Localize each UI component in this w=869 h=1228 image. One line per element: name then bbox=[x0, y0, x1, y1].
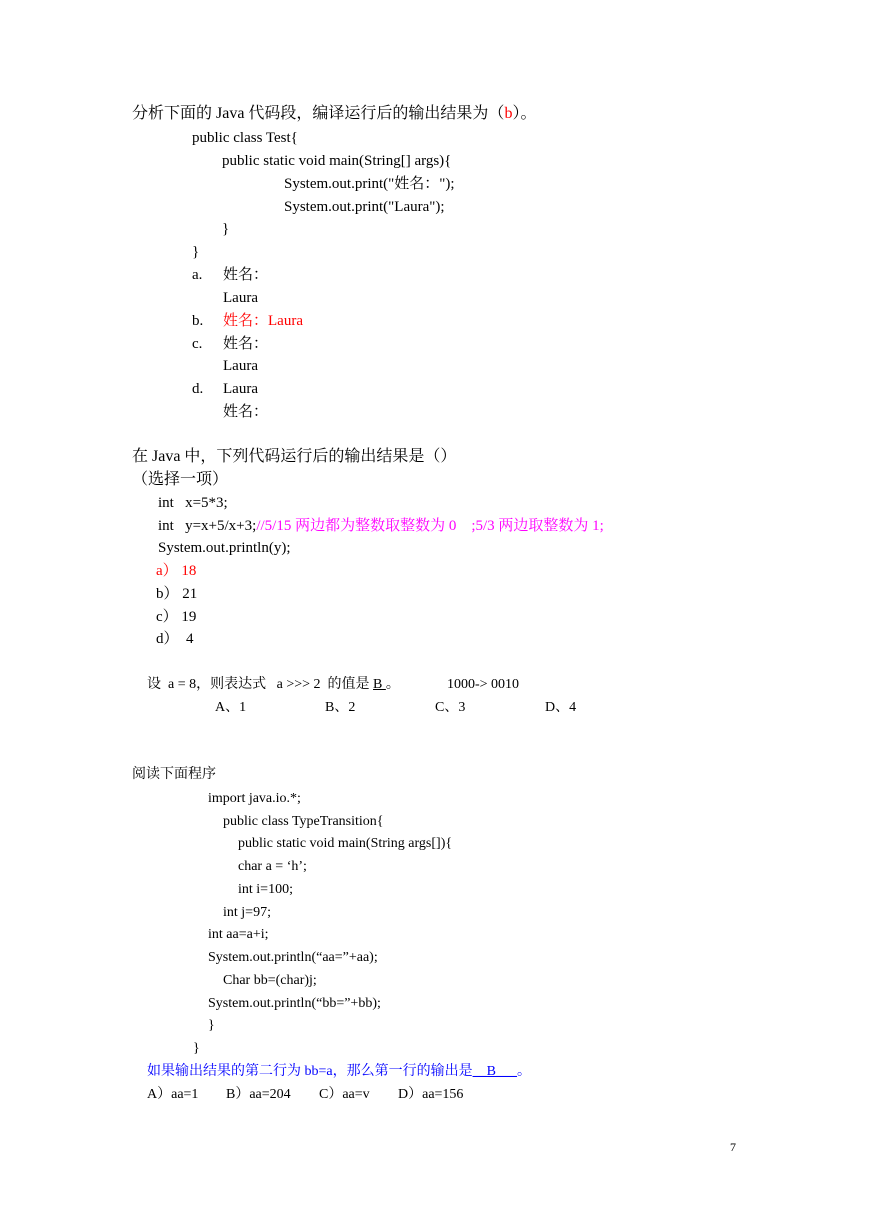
q1-option-letter: a. bbox=[192, 267, 203, 283]
q1-option-line: 姓名： bbox=[223, 404, 269, 420]
q1-option-line-correct: 姓名：Laura bbox=[223, 313, 303, 329]
q4-answer: __B___ bbox=[472, 1064, 517, 1079]
q1-code-line: } bbox=[222, 221, 230, 237]
q1-option-line: 姓名： bbox=[223, 267, 269, 283]
q4-code-line: import java.io.*; bbox=[208, 791, 301, 806]
q1-code-line: System.out.print("姓名："); bbox=[284, 176, 455, 192]
q3-answer: B bbox=[373, 677, 386, 692]
q2-stem: 在 Java 中，下列代码运行后的输出结果是（） bbox=[132, 448, 457, 465]
q4-option: A）aa=1 bbox=[147, 1087, 199, 1102]
q1-answer: b bbox=[504, 105, 513, 122]
q3-stem-text: 设 a = 8，则表达式 a >>> 2 的值是 bbox=[147, 677, 374, 692]
q2-option-value: 21 bbox=[182, 586, 198, 602]
q1-code-line: public static void main(String[] args){ bbox=[222, 153, 452, 169]
q3-option: D、4 bbox=[545, 700, 577, 715]
q1-code-line: } bbox=[192, 244, 200, 260]
q1-code-line: System.out.print("Laura"); bbox=[284, 199, 445, 215]
q1-option-line: 姓名： bbox=[223, 336, 269, 352]
q4-option: C）aa=v bbox=[319, 1087, 370, 1102]
q3-stem bbox=[147, 678, 400, 692]
q1-option-letter: c. bbox=[192, 336, 203, 352]
q1-stem-end: ）。 bbox=[512, 105, 537, 122]
q2-option-value: 4 bbox=[182, 631, 194, 647]
q2-option bbox=[156, 632, 194, 647]
q3-note: 1000-> 0010 bbox=[447, 677, 520, 692]
q2-option-letter: b） bbox=[156, 586, 179, 602]
q4-code-line: public static void main(String args[]){ bbox=[238, 836, 453, 851]
q4-question-end: 。 bbox=[516, 1064, 531, 1079]
q2-option-letter: d） bbox=[156, 631, 179, 647]
q4-code-line: } bbox=[193, 1041, 200, 1056]
q4-option: B）aa=204 bbox=[226, 1087, 291, 1102]
q1-option-line: Laura bbox=[223, 290, 258, 306]
q3-option: C、3 bbox=[435, 700, 466, 715]
q4-question bbox=[147, 1065, 531, 1079]
q4-code-line: System.out.println(“bb=”+bb); bbox=[208, 996, 381, 1011]
q2-option-letter: c） bbox=[156, 609, 178, 625]
q2-option bbox=[156, 610, 196, 625]
q3-option: B、2 bbox=[325, 700, 356, 715]
q4-code-line: int aa=a+i; bbox=[208, 927, 269, 942]
q1-option-letter: b. bbox=[192, 313, 204, 329]
q4-question-text: 如果输出结果的第二行为 bb=a，那么第一行的输出是 bbox=[147, 1064, 473, 1079]
q1-option-line: Laura bbox=[223, 381, 258, 397]
q1-option-line: Laura bbox=[223, 358, 258, 374]
q2-comment: //5/15 两边都为整数取整数为 0 ;5/3 两边取整数为 1; bbox=[256, 518, 604, 534]
q4-code-line: Char bb=(char)j; bbox=[223, 973, 317, 988]
q2-option-correct bbox=[156, 564, 196, 579]
q3-stem-end: 。 bbox=[385, 677, 400, 692]
q4-code-line: System.out.println(“aa=”+aa); bbox=[208, 950, 378, 965]
q2-code-line: int x=5*3; bbox=[158, 495, 228, 511]
q4-code-line: int j=97; bbox=[223, 905, 271, 920]
q4-code-line: int i=100; bbox=[238, 882, 293, 897]
q4-code-line: char a = ‘h’; bbox=[238, 859, 307, 874]
page-number: 7 bbox=[730, 1140, 736, 1154]
q4-code-line: } bbox=[208, 1018, 215, 1033]
q2-code-line: System.out.println(y); bbox=[158, 540, 291, 556]
q2-option bbox=[156, 587, 197, 602]
q2-option-value: 19 bbox=[181, 609, 197, 625]
q4-code-line: public class TypeTransition{ bbox=[223, 814, 384, 829]
q1-stem-text: 分析下面的 Java 代码段，编译运行后的输出结果为（ bbox=[132, 105, 505, 122]
q2-code-line bbox=[158, 519, 604, 534]
q1-code-line: public class Test{ bbox=[192, 130, 298, 146]
q2-option-letter: a） bbox=[156, 563, 178, 579]
q2-code-text: int y=x+5/x+3; bbox=[158, 518, 257, 534]
q4-title: 阅读下面程序 bbox=[132, 767, 216, 782]
q1-option-letter: d. bbox=[192, 381, 204, 397]
q1-stem bbox=[132, 106, 536, 122]
q4-option: D）aa=156 bbox=[398, 1087, 464, 1102]
q2-hint: （选择一项） bbox=[132, 471, 229, 488]
q3-option: A、1 bbox=[215, 700, 247, 715]
q2-option-value: 18 bbox=[181, 563, 197, 579]
